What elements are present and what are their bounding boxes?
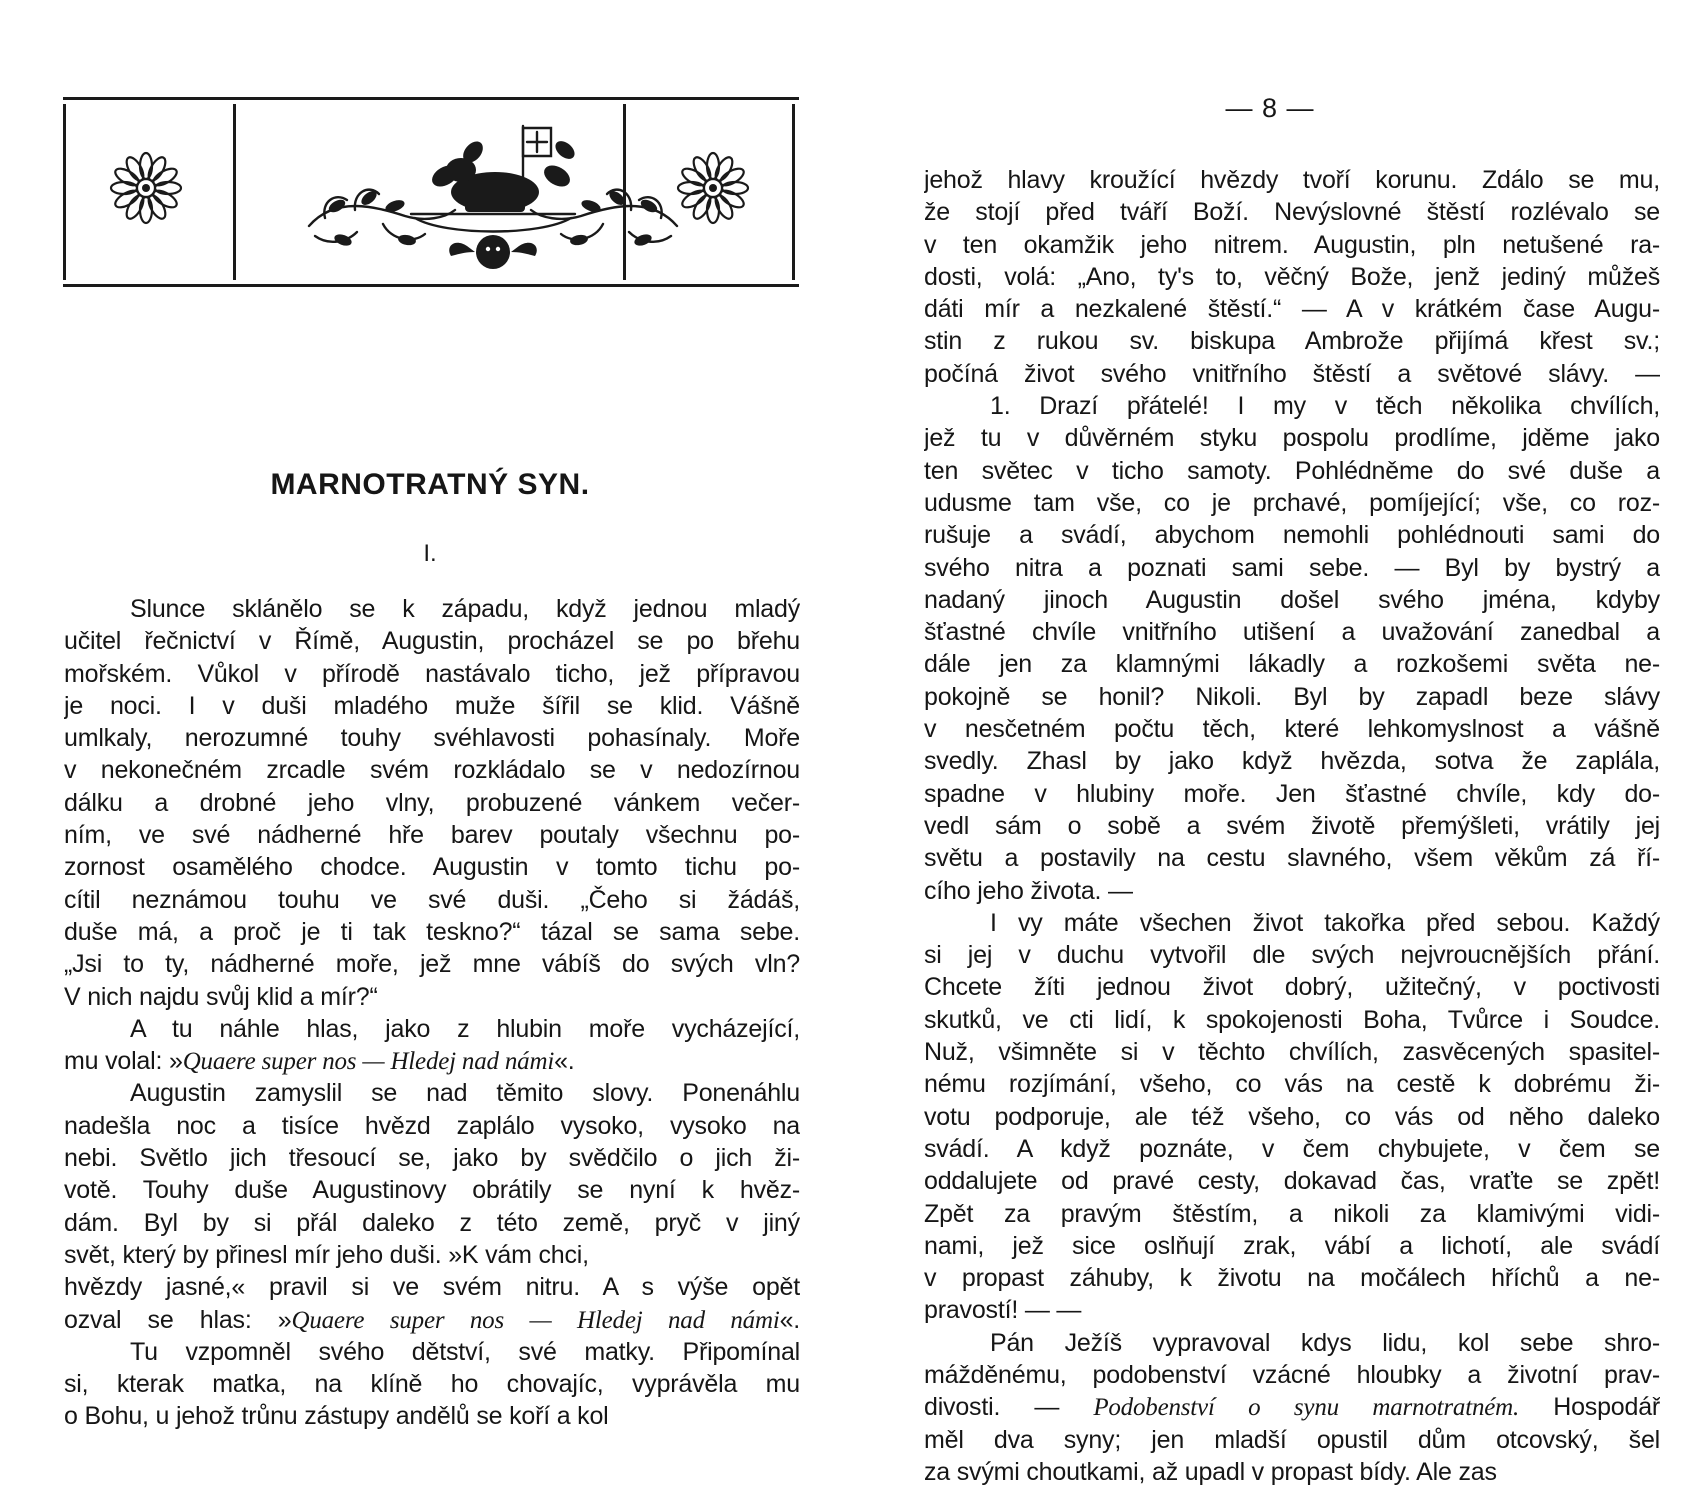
text-line-content: světu a postavily na cestu slavného, všem věkům zá ří- xyxy=(924,844,1660,873)
text-line xyxy=(924,261,1660,293)
text-line-content: Pán Ježíš vypravoval kdys lidu, kol sebe shro- xyxy=(990,1328,1660,1357)
text-line xyxy=(64,1304,800,1336)
text-line-content: 1. Drazí přátelé! I my v těch několika chvílích, xyxy=(990,392,1660,421)
text-line-content: dám. Byl by si přál daleko z této země, pryč v jiný xyxy=(64,1208,800,1237)
text-line-content: ozval se hlas: » xyxy=(64,1305,292,1334)
text-line xyxy=(64,658,800,690)
text-line xyxy=(64,819,800,851)
text-line xyxy=(924,422,1660,454)
text-line xyxy=(924,1165,1660,1197)
chapter-title: MARNOTRATNÝ SYN. xyxy=(270,468,590,501)
text-line-content: spadne v hlubiny moře. Jen šťastné chvíle, kdy do- xyxy=(924,779,1660,808)
text-line xyxy=(64,1207,800,1239)
text-line xyxy=(924,519,1660,551)
text-line xyxy=(64,1174,800,1206)
text-line-content: Nuž, všimněte si v těchto chvílích, zasvěcených spasitel- xyxy=(924,1038,1660,1067)
text-line-content: Augustin zamyslil se nad těmito slovy. Ponenáhlu xyxy=(130,1079,800,1108)
text-line xyxy=(924,325,1660,357)
text-line-content: mážděnému, podobenství vzácné hloubky a životní prav- xyxy=(924,1360,1660,1389)
text-line-content: v propast záhuby, k životu na močálech hříchů a ne- xyxy=(924,1264,1660,1293)
text-line xyxy=(924,584,1660,616)
text-line xyxy=(64,625,800,657)
text-line-content: rušuje a svádí, abychom nemohli pohlédnouti sami do xyxy=(924,521,1660,550)
text-line-content: pravostí! — — xyxy=(924,1296,1082,1325)
text-line-content: divosti. — xyxy=(924,1393,1094,1422)
text-line xyxy=(924,1456,1660,1488)
text-line-content: votu podporuje, ale též všeho, co vás od něho daleko xyxy=(924,1102,1660,1131)
text-line-content: svého nitra a poznati sami sebe. — Byl by bystrý a xyxy=(924,553,1660,582)
text-line xyxy=(924,875,1660,907)
text-line xyxy=(924,1424,1660,1456)
text-line-content: je noci. I v duši mladého muže šířil se klid. Vášně xyxy=(64,691,800,720)
text-line-content: Tu vzpomněl svého dětství, své matky. Připomínal xyxy=(130,1337,800,1366)
text-line xyxy=(924,1068,1660,1100)
text-line xyxy=(924,196,1660,228)
text-line xyxy=(924,681,1660,713)
text-line xyxy=(64,1336,800,1368)
text-line-content: jež tu v důvěrném styku pospolu prodlíme, jděme jako xyxy=(924,424,1660,453)
text-line-tail: «. xyxy=(554,1047,575,1076)
text-line-content: dálku a drobné jeho vlny, probuzené vánkem večer- xyxy=(64,788,800,817)
text-line xyxy=(924,1101,1660,1133)
text-line xyxy=(924,358,1660,390)
text-line xyxy=(924,713,1660,745)
text-line-content: pokojně se honil? Nikoli. Byl by zapadl beze slávy xyxy=(924,682,1660,711)
text-line xyxy=(64,1400,800,1432)
text-line xyxy=(924,229,1660,261)
text-line-content: nadešla noc a tisíce hvězd zaplálo vysoko, vysoko na xyxy=(64,1111,800,1140)
text-line-content: nebi. Světlo jich třesoucí se, jako by svědčilo o jich ži- xyxy=(64,1144,800,1173)
text-line xyxy=(64,1142,800,1174)
text-line-content: počíná život svého vnitřního štěstí a světové slávy. — xyxy=(924,359,1660,388)
text-line xyxy=(64,1045,800,1077)
latin-quote: Quaere super nos — Hledej nad námi xyxy=(291,1306,780,1334)
left-text-column xyxy=(64,593,800,1433)
text-line xyxy=(924,810,1660,842)
text-line-content: Chcete žíti jednou život dobrý, užitečný, v poctivosti xyxy=(924,973,1660,1002)
text-line xyxy=(924,939,1660,971)
text-line-content: si jej v duchu vytvořil dle svých nejvroucnějších přání. xyxy=(924,941,1660,970)
ornament-frame-line xyxy=(233,104,236,280)
right-text-column xyxy=(924,164,1660,1488)
text-line xyxy=(924,1198,1660,1230)
text-line xyxy=(924,1262,1660,1294)
text-line xyxy=(924,1230,1660,1262)
text-line-content: svět, který by přinesl mír jeho duši. »K vám chci, xyxy=(64,1240,589,1269)
flower-rosette-icon xyxy=(108,150,184,226)
text-line xyxy=(64,1077,800,1109)
text-line xyxy=(64,1013,800,1045)
text-line-content: nému rozjímání, všeho, co vás na cestě k dobrému ži- xyxy=(924,1070,1660,1099)
text-line xyxy=(64,722,800,754)
text-line xyxy=(924,971,1660,1003)
text-line xyxy=(924,552,1660,584)
text-line xyxy=(64,851,800,883)
text-line xyxy=(64,1271,800,1303)
text-line-content: „Jsi to ty, nádherné moře, jež mne vábíš do svých vln? xyxy=(64,950,800,979)
section-number: I. xyxy=(423,540,437,567)
text-line-tail: Hospodář xyxy=(1519,1393,1660,1422)
text-line-content: duše má, a proč je ti tak teskno?“ tázal se sama sebe. xyxy=(64,917,800,946)
text-line xyxy=(924,778,1660,810)
text-line-content: I vy máte všechen život takořka před sebou. Každý xyxy=(990,908,1660,937)
text-line xyxy=(924,1294,1660,1326)
text-line xyxy=(924,1391,1660,1423)
text-line-content: udusme tam vše, co je prchavé, pomíjející; vše, co roz- xyxy=(924,488,1660,517)
text-line-content: dáti mír a nezkalené štěstí.“ — A v krátkém čase Augu- xyxy=(924,295,1660,324)
text-line-content: V nich najdu svůj klid a mír?“ xyxy=(64,982,378,1011)
text-line-content: za svými choutkami, až upadl v propast bídy. Ale zas xyxy=(924,1457,1497,1486)
text-line-content: v ten okamžik jeho nitrem. Augustin, pln netušené ra- xyxy=(924,230,1660,259)
text-line-content: vedl sám o sobě a svém životě přemýšleti, vrátily jej xyxy=(924,811,1660,840)
text-line-content: v nesčetném počtu těch, které lehkomyslnost a vášně xyxy=(924,715,1660,744)
text-line xyxy=(924,907,1660,939)
text-line xyxy=(924,842,1660,874)
text-line-content: jehož hlavy kroužící hvězdy tvoří korunu. Zdálo se mu, xyxy=(924,166,1660,194)
text-line xyxy=(64,593,800,625)
text-line-content: šťastné chvíle vnitřního utišení a uvažování zanedbal a xyxy=(924,618,1660,647)
text-line-content: nadaný jinoch Augustin došel svého jména, kdyby xyxy=(924,585,1660,614)
text-line-content: dosti, volá: „Ano, ty's to, věčný Bože, jenž jediný můžeš xyxy=(924,262,1660,291)
text-line-content: skutků, ve cti lidí, k spokojenosti Boha, Tvůrce i Soudce. xyxy=(924,1005,1660,1034)
text-line xyxy=(924,616,1660,648)
text-line xyxy=(924,1036,1660,1068)
text-line-content: A tu náhle hlas, jako z hlubin moře vycházející, xyxy=(130,1014,800,1043)
text-line-content: že stojí před tváří Boží. Nevýslovné štěstí rozlévalo se xyxy=(924,198,1660,227)
text-line xyxy=(924,745,1660,777)
text-line-content: svádí. A když poznáte, v čem chybujete, v čem se xyxy=(924,1134,1660,1163)
text-line xyxy=(924,1004,1660,1036)
ornament-frame-line xyxy=(792,104,795,280)
text-line-content: nami, jež sice oslňují zrak, vábí a lichotí, ale svádí xyxy=(924,1231,1660,1260)
text-line-content: ním, ve své nádherné hře barev poutaly všechnu po- xyxy=(64,821,800,850)
text-line xyxy=(64,754,800,786)
text-line xyxy=(924,487,1660,519)
page-number: — 8 — xyxy=(1225,93,1315,123)
text-line-content: umlkaly, nerozumné touhy svéhlavosti pohasínaly. Moře xyxy=(64,724,800,753)
text-line-content: svedly. Zhasl by jako když hvězda, sotva že zaplála, xyxy=(924,747,1660,776)
text-line xyxy=(924,648,1660,680)
header-ornament-band xyxy=(63,97,799,287)
text-line-content: cítil neznámou touhu ve své duši. „Čeho si žádáš, xyxy=(64,885,800,914)
text-line xyxy=(64,884,800,916)
text-line xyxy=(64,690,800,722)
lamb-of-god-vignette-icon xyxy=(295,106,691,282)
text-line-content: v nekonečném zrcadle svém rozkládalo se v nedozírnou xyxy=(64,756,800,785)
text-line-content: měl dva syny; jen mladší opustil dům otcovský, šel xyxy=(924,1425,1660,1454)
text-line xyxy=(64,1110,800,1142)
latin-quote: Podobenství o synu marnotratném. xyxy=(1093,1394,1520,1422)
text-line-content: oddalujete od pravé cesty, dokavad čas, vraťte se zpět! xyxy=(924,1167,1660,1196)
text-line-content: mořském. Vůkol v přírodě nastávalo ticho, jež přípravou xyxy=(64,659,800,688)
text-line xyxy=(64,787,800,819)
text-line-content: učitel řečnictví v Římě, Augustin, procházel se po břehu xyxy=(64,627,800,656)
text-line-content: ten světec v ticho samoty. Pohlédněme do své duše a xyxy=(924,456,1660,485)
text-line xyxy=(924,1359,1660,1391)
text-line xyxy=(924,293,1660,325)
text-line xyxy=(64,948,800,980)
ornament-frame-line xyxy=(63,104,66,280)
text-line xyxy=(64,1368,800,1400)
text-line xyxy=(924,390,1660,422)
text-line-content: cího jeho života. — xyxy=(924,876,1133,905)
text-line-content: Zpět za pravým štěstím, a nikoli za klamivými vidi- xyxy=(924,1199,1660,1228)
text-line xyxy=(64,981,800,1013)
text-line-content: stin z rukou sv. biskupa Ambrože přijímá křest sv.; xyxy=(924,327,1660,356)
text-line-tail: «. xyxy=(779,1305,800,1334)
text-line-content: mu volal: » xyxy=(64,1047,183,1076)
text-line-content: votě. Touhy duše Augustinovy obrátily se nyní k hvěz- xyxy=(64,1176,800,1205)
latin-quote: Quaere super nos — Hledej nad námi xyxy=(182,1048,555,1076)
text-line-content: si, kterak matka, na klíně ho chovajíc, vyprávěla mu xyxy=(64,1370,800,1399)
text-line-content: Slunce sklánělo se k západu, když jednou mladý xyxy=(130,595,800,623)
text-line-content: zornost osamělého chodce. Augustin v tomto tichu po- xyxy=(64,853,800,882)
text-line xyxy=(924,164,1660,196)
text-line-content: hvězdy jasné,« pravil si ve svém nitru. A s výše opět xyxy=(64,1273,800,1302)
text-line xyxy=(64,916,800,948)
text-line xyxy=(924,1133,1660,1165)
text-line-content: o Bohu, u jehož trůnu zástupy andělů se koří a kol xyxy=(64,1402,609,1431)
text-line xyxy=(924,1327,1660,1359)
text-line xyxy=(64,1239,800,1271)
text-line-content: dále jen za klamnými lákadly a rozkošemi světa ne- xyxy=(924,650,1660,679)
text-line xyxy=(924,455,1660,487)
